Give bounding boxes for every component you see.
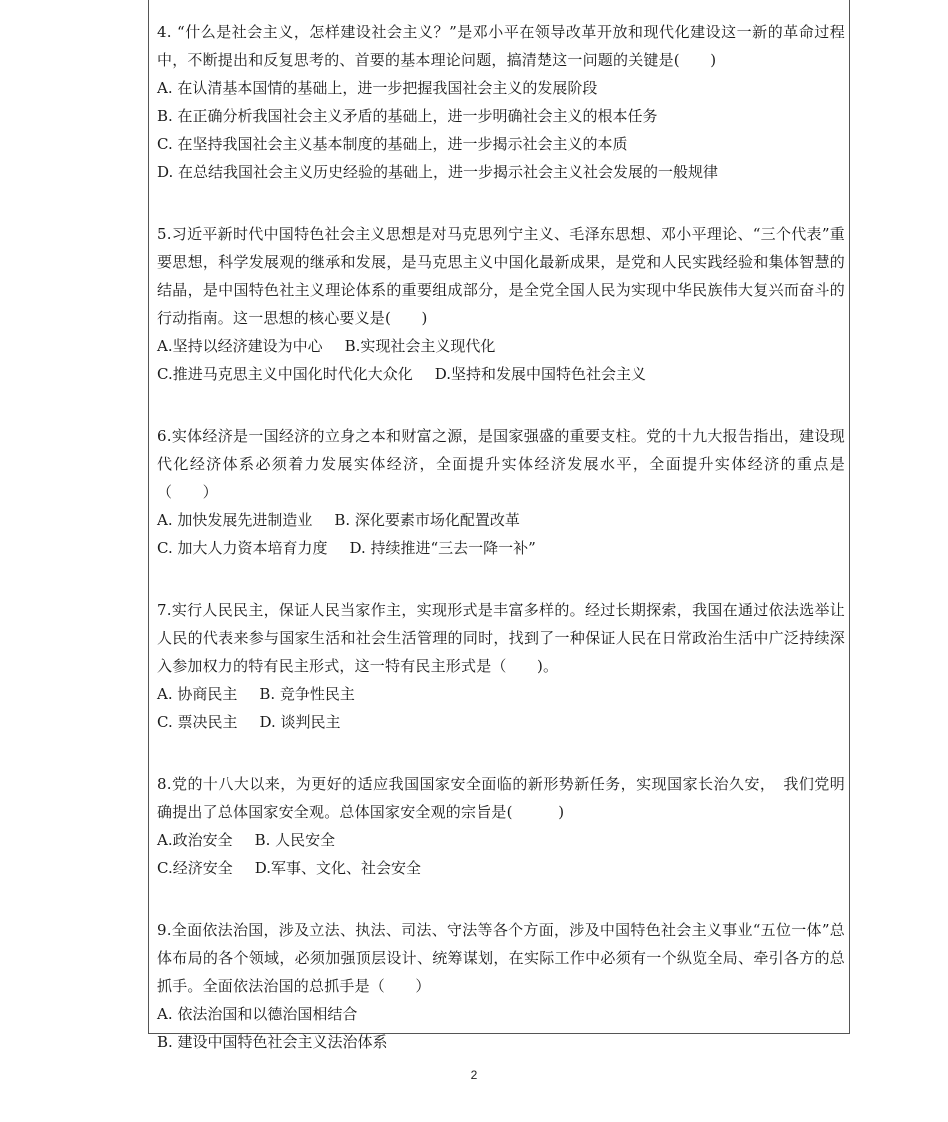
question-stem: 6.实体经济是一国经济的立身之本和财富之源，是国家强盛的重要支柱。党的十九大报告指出，建设现代化经济体系必须着力发展实体经济，全面提升实体经济发展水平，全面提升实体经济的重点是（ ） <box>157 427 845 501</box>
answer-option: A. 加快发展先进制造业 <box>157 511 313 529</box>
question-block <box>157 770 845 882</box>
answer-option: C. 加大人力资本培育力度 <box>157 539 328 557</box>
question-block <box>157 596 845 736</box>
question-stem: 9.全面依法治国，涉及立法、执法、司法、守法等各个方面，涉及中国特色社会主义事业“五位一体”总体布局的各个领域，必须加强顶层设计、统筹谋划，在实际工作中必须有一个纵览全局、牵引各方的总抓手。全面依法治国的总抓手是（ ） <box>157 921 845 995</box>
option-row <box>157 534 845 562</box>
answer-option: A. 依法治国和以德治国相结合 <box>157 1005 358 1023</box>
option-row <box>157 826 845 854</box>
answer-option: C.推进马克思主义中国化时代化大众化 <box>157 365 413 383</box>
option-row <box>157 708 845 736</box>
question-block <box>157 422 845 562</box>
option-row <box>157 360 845 388</box>
answer-option: C. 在坚持我国社会主义基本制度的基础上，进一步揭示社会主义的本质 <box>157 135 628 153</box>
answer-option: B. 深化要素市场化配置改革 <box>334 511 520 529</box>
question-stem: 7.实行人民民主，保证人民当家作主，实现形式是丰富多样的。经过长期探索，我国在通过依法选举让人民的代表来参与国家生活和社会生活管理的同时，找到了一种保证人民在日常政治生活中广泛持续深入参加权力的特有民主形式，这一特有民主形式是（ )。 <box>157 601 845 675</box>
option-row <box>157 680 845 708</box>
option-row <box>157 854 845 882</box>
question-stem: 8.党的十八大以来，为更好的适应我国国家安全面临的新形势新任务，实现国家长治久安， 我们党明确提出了总体国家安全观。总体国家安全观的宗旨是( ) <box>157 775 845 821</box>
answer-option: A.坚持以经济建设为中心 <box>157 337 323 355</box>
page-number: 2 <box>470 1068 478 1082</box>
answer-option: C.经济安全 <box>157 859 233 877</box>
answer-option: D.军事、文化、社会安全 <box>254 859 421 877</box>
question-block <box>157 18 845 186</box>
answer-option: B. 在正确分析我国社会主义矛盾的基础上，进一步明确社会主义的根本任务 <box>157 107 658 125</box>
answer-option: D.坚持和发展中国特色社会主义 <box>434 365 646 383</box>
option-row <box>157 332 845 360</box>
answer-option: A. 协商民主 <box>157 685 238 703</box>
answer-option: A. 在认清基本国情的基础上，进一步把握我国社会主义的发展阶段 <box>157 79 598 97</box>
answer-option: C. 票决民主 <box>157 713 238 731</box>
option-row <box>157 506 845 534</box>
option-row <box>157 158 845 186</box>
answer-option: B. 建设中国特色社会主义法治体系 <box>157 1033 388 1051</box>
answer-option: B.实现社会主义现代化 <box>344 337 496 355</box>
answer-option: A.政治安全 <box>157 831 233 849</box>
answer-option: D. 在总结我国社会主义历史经验的基础上，进一步揭示社会主义社会发展的一般规律 <box>157 163 719 181</box>
question-stem: 4. “什么是社会主义，怎样建设社会主义？”是邓小平在领导改革开放和现代化建设这一新的革命过程中，不断提出和反复思考的、首要的基本理论问题，搞清楚这一问题的关键是( ) <box>157 23 845 69</box>
question-block <box>157 220 845 388</box>
option-row <box>157 102 845 130</box>
option-row <box>157 1000 845 1028</box>
option-row <box>157 130 845 158</box>
question-block <box>157 916 845 1056</box>
option-row <box>157 1028 845 1056</box>
option-row <box>157 74 845 102</box>
answer-option: D. 持续推进“三去一降一补” <box>349 539 536 557</box>
question-list <box>157 18 845 1090</box>
answer-option: B. 人民安全 <box>254 831 336 849</box>
question-stem: 5.习近平新时代中国特色社会主义思想是对马克思列宁主义、毛泽东思想、邓小平理论、“三个代表”重要思想，科学发展观的继承和发展，是马克思主义中国化最新成果，是党和人民实践经验和集体智慧的结晶，是中国特色社主义理论体系的重要组成部分，是全党全国人民为实现中华民族伟大复兴而奋斗的行动指南。这一思想的核心要义是( ) <box>157 225 845 327</box>
answer-option: D. 谈判民主 <box>259 713 341 731</box>
answer-option: B. 竞争性民主 <box>259 685 355 703</box>
